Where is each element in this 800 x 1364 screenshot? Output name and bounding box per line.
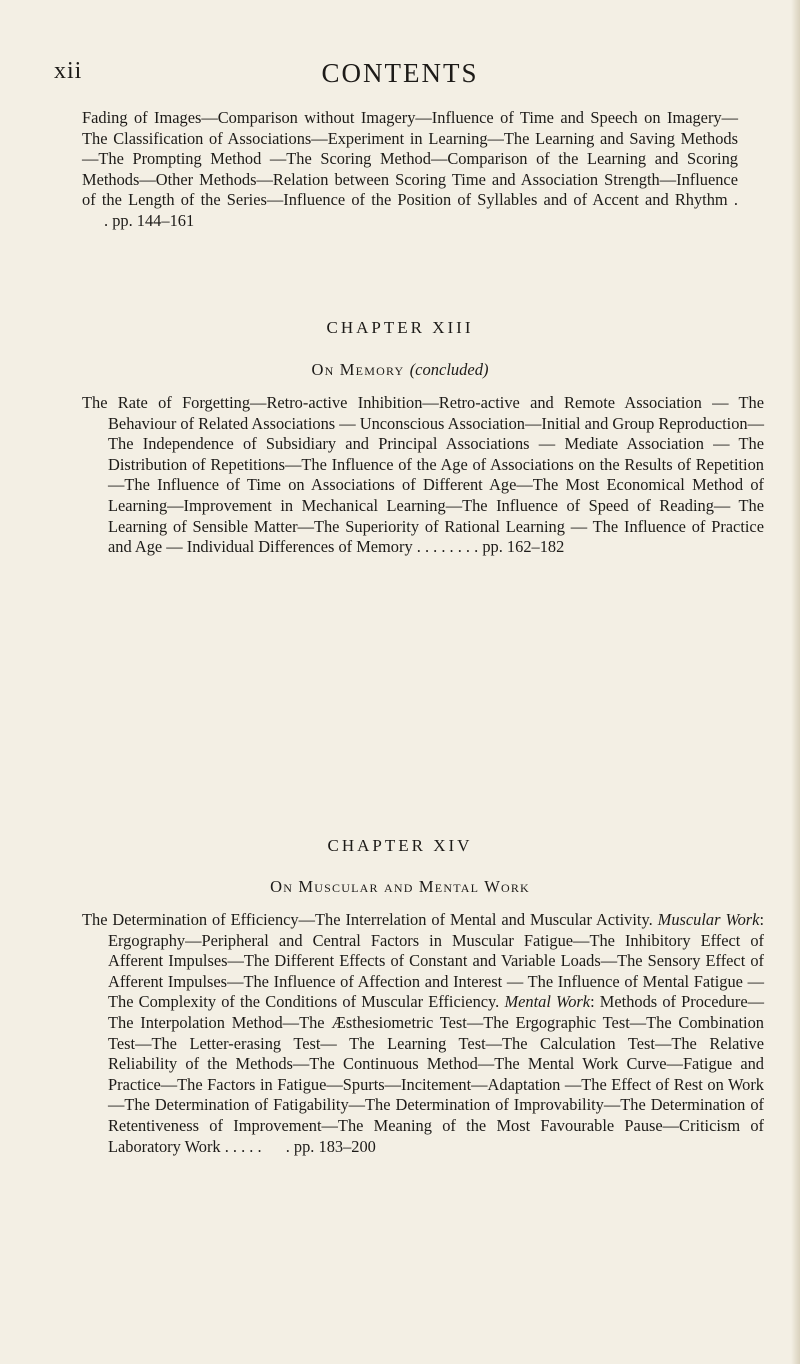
contents-entry xyxy=(82,910,764,1157)
page-edge xyxy=(791,0,800,1364)
page-number: xii xyxy=(54,58,83,84)
contents-entry-continued xyxy=(82,108,738,232)
page-range: . pp. 162–182 xyxy=(474,537,565,557)
entry-text: The Determination of Efficiency—The Interrelation of Mental and Muscular Activity. xyxy=(82,910,658,929)
chapter-subtitle-text: On Memory xyxy=(311,360,405,379)
chapter-subtitle: On Muscular and Mental Work xyxy=(270,877,530,896)
entry-text: : Ergography—Peripheral and Central Factors in Muscular Fatigue—The Inhibitory Effect of Afferent Impulses—The Different Effects of Constant and Variable Loads—The Sensory Effect of Afferent Impulses—The Influence of Affection and Interest — The Influence of Mental Fatigue — The Complexity of the Conditions of Muscular Efficiency. xyxy=(108,910,765,1012)
chapter-heading: CHAPTER XIII xyxy=(326,318,474,337)
entry-text: : Methods of Procedure—The Interpolation Method—The Æsthesiometric Test—The Ergographic Test—The Combination Test—The Letter-erasing Test— The Learning Test—The Calculation Test—The Relative Reliability of the Methods—The Continuous Method—The Mental Work Curve—Fatigue and Practice—The Factors in Fatigue—Spurts—Incitement—Adaptation —The Effect of Rest on Work—The Determination of Fatigability—The Determination of Improvability—The Determination of Retentiveness of Improvement—The Meaning of the Most Favourable Pause—Criticism of Laboratory Work . . . . . xyxy=(108,992,764,1156)
chapter-subtitle-note: (concluded) xyxy=(409,360,489,379)
entry-text: The Rate of Forgetting—Retro-active Inhibition—Retro-active and Remote Association — The Behaviour of Related Associations — Unconscious Association—Initial and Group Reproduction—The Independence of Subsidiary and Principal Associations — Mediate Association — The Distribution of Repetitions—The Influence of the Age of Associations on the Results of Repetition—The Influence of Time on Associations of Different Age—The Most Economical Method of Learning—Improvement in Mechanical Learning—The Influence of Speed of Reading— The Learning of Sensible Matter—The Superiority of Rational Learning — The Influence of Practice and Age — Individual Differences of Memory . . . . . . . xyxy=(82,393,764,557)
section-label: Muscular Work xyxy=(657,910,760,929)
page-range: . pp. 144–161 xyxy=(104,210,195,230)
contents-entry xyxy=(82,393,764,558)
page-range: . pp. 183–200 xyxy=(285,1136,376,1156)
chapter-heading: CHAPTER XIV xyxy=(327,836,473,855)
chapter-subtitle xyxy=(0,360,800,380)
running-head xyxy=(0,58,800,90)
entry-text: Fading of Images—Comparison without Imagery—Influence of Time and Speech on Imagery—The Classification of Associations—Experiment in Learning—The Learning and Saving Methods—The Prompting Method —The Scoring Method—Comparison of the Learning and Scoring Methods—Other Methods—Relation between Scoring Time and Association Strength—Influence of the Length of the Series—Influence of the Position of Syllables and of Accent and Rhythm . xyxy=(82,108,738,210)
section-label: Mental Work xyxy=(504,992,591,1012)
page-title: CONTENTS xyxy=(321,58,479,88)
